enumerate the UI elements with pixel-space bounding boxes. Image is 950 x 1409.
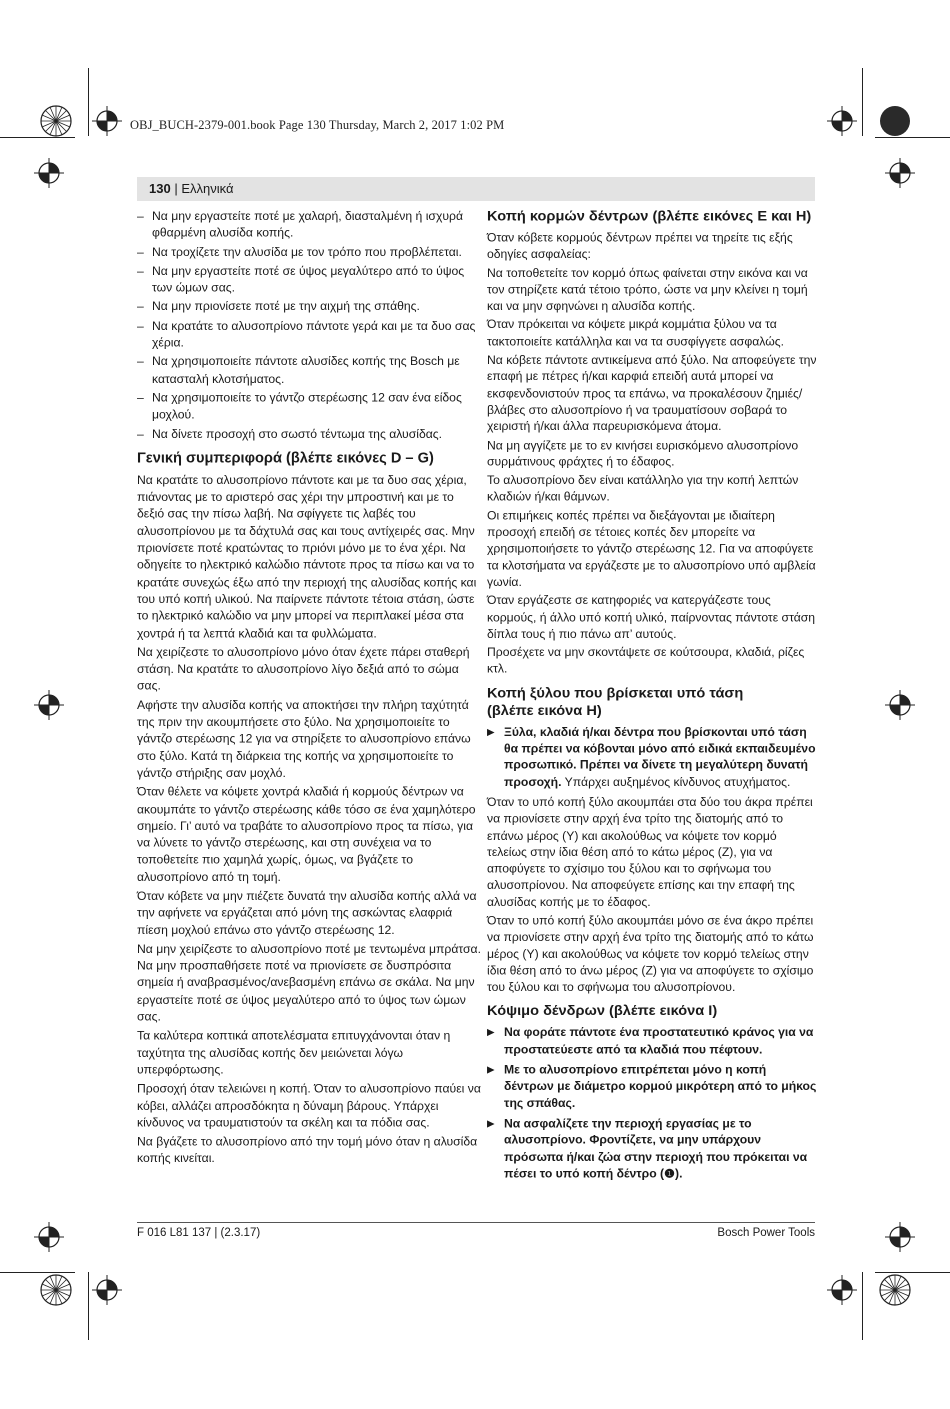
registration-mark-top-right xyxy=(879,105,911,137)
section-heading-trunk-cutting: Κοπή κορμών δέντρων (βλέπε εικόνες E και H) xyxy=(487,208,812,225)
warning-item xyxy=(487,724,817,791)
section-heading-tree-felling: Κόψιμο δένδρων (βλέπε εικόνα I) xyxy=(487,1003,718,1020)
paragraph: Όταν κόβετε να μην πιέζετε δυνατά την αλυσίδα κοπής αλλά να την αφήνετε να εργάζεται από μόνη της ασκώντας ελαφριά πίεση μοχλού επάνω στο γάντζο στερέωσης 12. xyxy=(137,888,477,937)
registration-mark-top-center xyxy=(92,106,122,136)
paragraph: Να κόβετε πάντοτε αντικείμενα από ξύλο. Να αποφεύγετε την επαφή με πέτρες ή/και καρφιά επειδή αυτά μπορεί να εκσφενδονιστούν προς τα επάνω, να προκαλέσουν ζημιές/βλάβες στο αλυσοπρίονο ή να τραυματίσουν σοβαρά το χειριστή ή/και άλλα παρευρισκόμενα άτομα. xyxy=(487,353,817,434)
registration-mark-right-lower xyxy=(885,1222,915,1252)
paragraph: Τα καλύτερα κοπτικά αποτελέσματα επιτυγχάνονται όταν η ταχύτητα της αλυσίδας κοπής δεν μειώνεται λόγω υπερφόρτωσης. xyxy=(137,1028,451,1077)
paragraph: Όταν εργάζεστε σε κατηφοριές να κατεργάζεστε τους κορμούς, ή άλλο υπό κοπή υλικό, παίρνοντας πάντοτε στάση δίπλα τους ή πιο πάνω απ’ αυτούς. xyxy=(487,593,816,641)
paragraph: Να βγάζετε το αλυσοπρίονο από την τομή μόνο όταν η αλυσίδα κοπής κινείται. xyxy=(137,1134,478,1166)
section-heading-wood-under-tension xyxy=(487,685,817,720)
warning-normal-text: Υπάρχει αυξημένος κίνδυνος ατυχήματος. xyxy=(561,775,791,789)
book-info-line: OBJ_BUCH-2379-001.book Page 130 Thursday, March 2, 2017 1:02 PM xyxy=(130,118,505,132)
paragraph: Όταν το υπό κοπή ξύλο ακουμπάει στα δύο του άκρα πρέπει να πριονίσετε στην αρχή ένα τρίτο της διατομής από το επάνω μέρος (Y) και ακολούθως να κόψετε τον κορμό τελείως στην ίδια θέση από το κάτω μέρος (Z), για να αποφύγετε το σχίσιμο του ξύλου και το σφήνωμα του αλυσοπρίονου. Να αποφεύγετε επίσης και την επαφή της αλυσίδας κοπής με το έδαφος. xyxy=(487,795,813,909)
trim-line-bottom-right-vertical xyxy=(862,1272,863,1340)
page-header: 130 | Ελληνικά xyxy=(149,181,234,196)
dash-item: – Να χρησιμοποιείτε πάντοτε αλυσίδες κοπής της Bosch με κατασταλή κλοτσήματος. xyxy=(137,354,482,388)
warning-item xyxy=(487,1025,817,1058)
trim-line-top-right-vertical xyxy=(862,68,863,136)
dash-item: – Να τροχίζετε την αλυσίδα με τον τρόπο που προβλέπεται. xyxy=(137,244,482,261)
paragraph: Προσέχετε να μην σκοντάψετε σε κούτσουρα, κλαδιά, ρίζες κτλ. xyxy=(487,645,805,676)
header-language: Ελληνικά xyxy=(181,181,234,196)
trim-line-top-left-vertical xyxy=(88,68,89,136)
registration-mark-left-upper xyxy=(34,158,64,188)
footer-brand: Bosch Power Tools xyxy=(717,1227,815,1239)
dash-item: – Να χρησιμοποιείτε το γάντζο στερέωσης 12 σαν ένα είδος μοχλού. xyxy=(137,390,482,424)
left-column xyxy=(137,208,482,1170)
heading-line: Κοπή ξύλου που βρίσκεται υπό τάση xyxy=(487,685,744,702)
warning-item xyxy=(487,1062,817,1112)
paragraph: Όταν πρόκειται να κόψετε μικρά κομμάτια ξύλου να τα τακτοποιείτε κατάλληλα και να τα συσφίγγετε ασφαλώς. xyxy=(487,318,784,349)
paragraph: Όταν το υπό κοπή ξύλο ακουμπάει μόνο σε ένα άκρο πρέπει να πριονίσετε στην αρχή ένα τρίτο της διατομής από το κάτω μέρος (Y) και ακολούθως να κόψετε τον κορμό τελείως στην ίδια θέση από το άνω μέρος (Z) για να αποφύγετε το σχίσιμο του ξύλου και το σφήνωμα του αλυσοπρίονου. xyxy=(487,913,814,994)
paragraph: Να τοποθετείτε τον κορμό όπως φαίνεται στην εικόνα και να τον στηρίζετε κατά τέτοιο τρόπο, ώστε να μην κλείνει η τομή και να μην σφηνώνει η αλυσίδα κοπής. xyxy=(487,266,808,314)
trim-line-right-top-horizontal xyxy=(875,137,950,138)
warning-bold-text: Με το αλυσοπρίονο επιτρέπεται μόνο η κοπή δέντρων με διάμετρο κορμού μικρότερη από το μήκος της σπάθας. xyxy=(504,1063,817,1110)
registration-mark-bottom-center xyxy=(92,1275,122,1305)
dash-item: – Να δίνετε προσοχή στο σωστό τέντωμα της αλυσίδας. xyxy=(137,426,482,443)
warning-bold-text: Να ασφαλίζετε την περιοχή εργασίας με το αλυσοπρίονο. Φροντίζετε, να μην υπάρχουν πρόσωπα ή/και ζώα στην περιοχή που πρόκειται να πέσει το υπό κοπή δέντρο (❶). xyxy=(504,1116,808,1181)
warning-bold-text: Να φοράτε πάντοτε ένα προστατευτικό κράνος για να προστατεύεστε από τα κλαδιά που πέφτουν. xyxy=(504,1025,814,1056)
registration-mark-top-right-crosshair xyxy=(827,106,857,136)
registration-mark-left-middle xyxy=(34,690,64,720)
page-header-bar xyxy=(137,177,815,201)
footer-document-code: F 016 L81 137 | (2.3.17) xyxy=(137,1227,261,1239)
page-number: 130 xyxy=(149,181,171,196)
registration-mark-bottom-left xyxy=(40,1274,72,1306)
paragraph: Να μην χειρίζεστε το αλυσοπρίονο ποτέ με τεντωμένα μπράτσα. Να μην προσπαθήσετε ποτέ να πριονίσετε σε δυσπρόσιτα σημεία ή αναβρασμένος/ανεβασμένη επάνω σε σκάλα. Να μην εργαστείτε ποτέ σε ύψος μεγαλύτερο από το ύψος των ώμων σας. xyxy=(137,941,481,1024)
registration-mark-right-upper xyxy=(885,158,915,188)
trim-line-left-top-horizontal xyxy=(0,137,75,138)
dash-item: – Να μην πριονίσετε ποτέ με την αιχμή της σπάθης. xyxy=(137,299,482,316)
paragraph: Να μη αγγίζετε με το εν κινήσει ευρισκόμενο αλυσοπρίονο συρμάτινους φράχτες ή το έδαφος. xyxy=(487,438,799,469)
warning-item xyxy=(487,1116,817,1183)
registration-mark-bottom-right-crosshair xyxy=(827,1275,857,1305)
paragraph: Να χειρίζεστε το αλυσοπρίονο μόνο όταν έχετε πάρει σταθερή στάση. Να κρατάτε το αλυσοπρίονο λίγο δεξιά από το σώμα σας. xyxy=(137,645,470,693)
heading-line: (βλέπε εικόνα H) xyxy=(487,703,602,719)
registration-mark-left-lower xyxy=(34,1222,64,1252)
right-column xyxy=(487,208,817,1186)
warning-bold-text: Ξύλα, κλαδιά ή/και δέντρα που βρίσκονται υπό τάση θα πρέπει να κόβονται μόνο από ειδικά εκπαιδευμένο προσωπικό. Πρέπει να δίνετε τη μεγαλύτερη δυνατή προσοχή. xyxy=(504,725,816,789)
paragraph: Να κρατάτε το αλυσοπρίονο πάντοτε και με τα δυο σας χέρια, πιάνοντας με το αριστερό σας χέρι την μπροστινή και με το δεξιό σας την πίσω λαβή. Να σφίγγετε τις λαβές του αλυσοπρίονου με τα δάχτυλά σας και τους αντίχειρές σας. Μην πριονίσετε ποτέ κρατώντας το πριόνι μόνο με το ένα χέρι. Να οδηγείτε το ηλεκτρικό καλώδιο πάντοτε προς τα πίσω και να το κρατάτε συνεχώς έξω από την περιοχή της αλυσίδας κοπής και του υπό κοπή υλικού. Να παίρνετε πάντοτε τέτοια στάση, ώστε το ηλεκτρικό καλώδιο να μην μπορεί να περιπλακεί μέσα στα χοντρά ή τα λεπτά κλαδιά και τα φυλλώματα. xyxy=(137,473,477,640)
paragraph: Όταν κόβετε κορμούς δέντρων πρέπει να τηρείτε τις εξής οδηγίες ασφαλείας: xyxy=(487,231,793,262)
trim-line-right-bottom-horizontal xyxy=(875,1272,950,1273)
registration-mark-right-middle xyxy=(885,690,915,720)
registration-mark-top-left xyxy=(40,105,72,137)
paragraph: Αφήστε την αλυσίδα κοπής να αποκτήσει την πλήρη ταχύτητά της πριν την ακουμπήσετε στο ξύλο. Να χρησιμοποιείτε το γάντζο στερέωσης 12 για να στηρίξετε το αλυσοπρίονο επάνω στο ξύλο. Κατά τη διάρκεια της κοπής να χρησιμοποιείτε το γάντζο στήριξης σαν μοχλό. xyxy=(137,698,471,780)
paragraph: Οι επιμήκεις κοπές πρέπει να διεξάγονται με ιδιαίτερη προσοχή επειδή σε τέτοιες κοπές δεν μπορείτε να χρησιμοποιήσετε το γάντζο στερέωσης 12. Για να αποφύγετε τα κλοτσήματα να εργάζεστε με το αλυσοπρίονο υπό αμβλεία γωνία. xyxy=(487,508,816,589)
section-heading-general-behaviour: Γενική συμπεριφορά (βλέπε εικόνες D – G) xyxy=(137,450,434,467)
dash-item: – Να μην εργαστείτε ποτέ με χαλαρή, διασταλμένη ή ισχυρά φθαρμένη αλυσίδα κοπής. xyxy=(137,208,482,242)
paragraph: Προσοχή όταν τελειώνει η κοπή. Όταν το αλυσοπρίονο παύει να κόβει, αλλάζει απροσδόκητα η δύναμη βάρους. Υπάρχει κίνδυνος να τραυματιστούν τα σκέλη και τα πόδια σας. xyxy=(137,1081,481,1130)
dash-item: – Να μην εργαστείτε ποτέ σε ύψος μεγαλύτερο από το ύψος των ώμων σας. xyxy=(137,263,482,297)
paragraph: Το αλυσοπρίονο δεν είναι κατάλληλο για την κοπή λεπτών κλαδιών ή/και θάμνων. xyxy=(487,473,799,504)
trim-line-bottom-left-vertical xyxy=(88,1272,89,1340)
trim-line-left-bottom-horizontal xyxy=(0,1272,75,1273)
paragraph: Όταν θέλετε να κόψετε χοντρά κλαδιά ή κορμούς δέντρων να ακουμπάτε το γάντζο στερέωσης κάθε τόσο σε ένα χαμηλότερο σημείο. Γι’ αυτό να τραβάτε το αλυσοπρίονο προς τα πίσω, για να λύνετε το γάντζο στερέωσης, και στη συνέχεια να το τοποθετείτε πιο χαμηλά χωρίς, όμως, να βγάζετε το αλυσοπρίονο από τη τομή. xyxy=(137,784,476,884)
registration-mark-bottom-right xyxy=(879,1274,911,1306)
dash-item: – Να κρατάτε το αλυσοπρίονο πάντοτε γερά και με τα δυο σας χέρια. xyxy=(137,318,482,352)
footer-rule xyxy=(137,1222,815,1223)
